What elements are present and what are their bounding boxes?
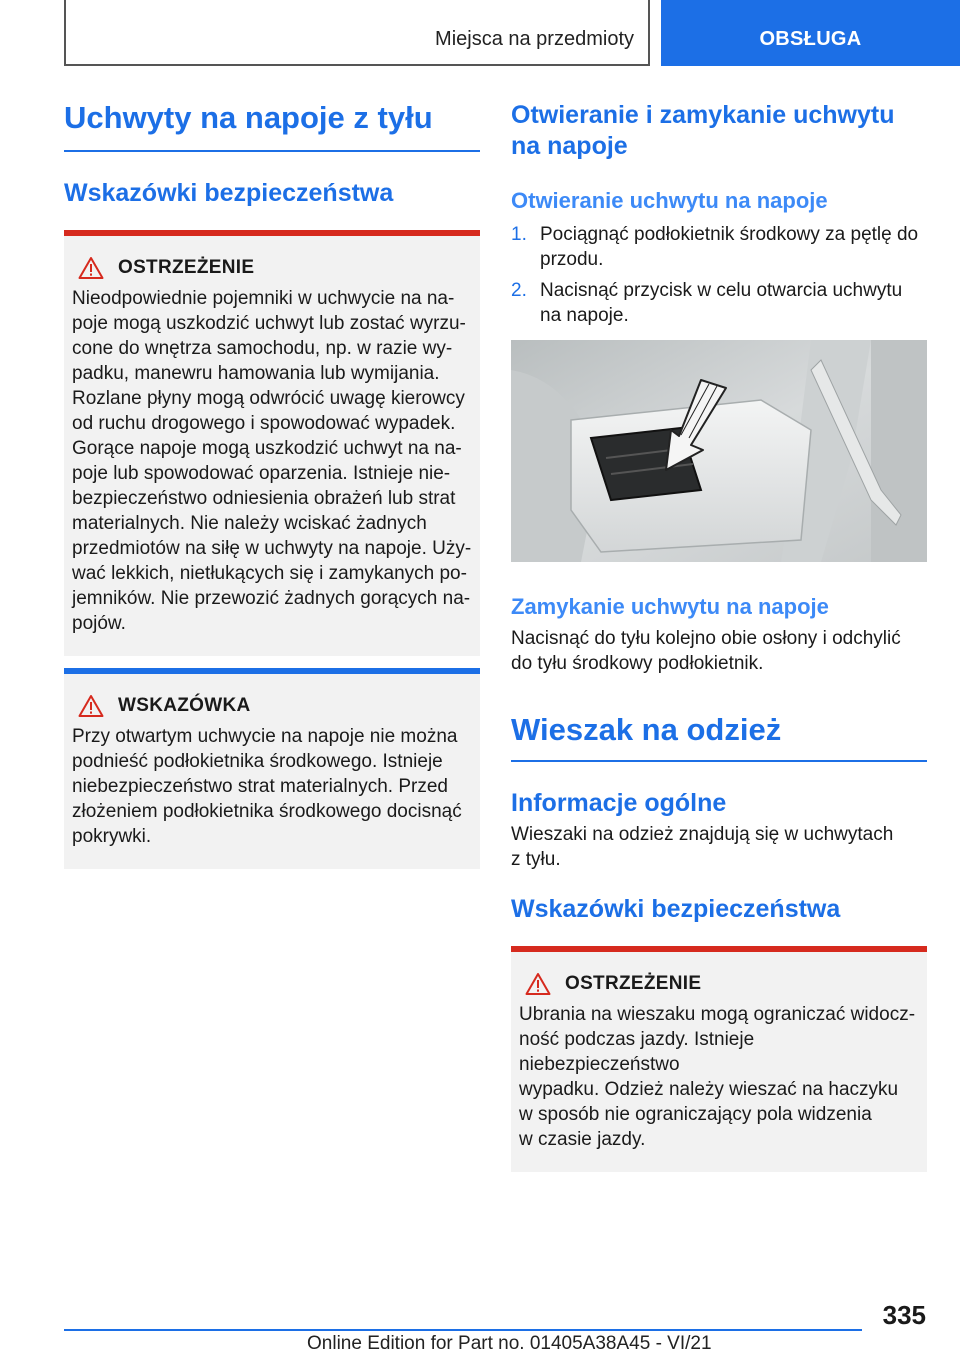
step-text: Pociągnąć podłokietnik środkowy za pętlę do xyxy=(540,224,919,245)
list-item xyxy=(511,278,927,328)
step-number: 2. xyxy=(511,280,527,301)
text-line: poje lub spowodować oparzenia. Istnieje nie- xyxy=(72,463,451,484)
warning-text xyxy=(519,1002,919,1152)
step-text: Nacisnąć przycisk w celu otwarcia uchwytu xyxy=(540,280,903,301)
note-box xyxy=(64,668,480,869)
text-line: cone do wnętrza samochodu, np. w razie wy- xyxy=(72,338,453,359)
safety-heading: Wskazówki bezpieczeństwa xyxy=(64,179,394,207)
note-title: WSKAZÓWKA xyxy=(118,695,251,716)
page-number: 335 xyxy=(882,1300,926,1330)
heading-line: na napoje xyxy=(511,132,628,160)
warning-box xyxy=(64,230,480,656)
text-line: Gorące napoje mogą uszkodzić uchwyt na na- xyxy=(72,438,462,459)
text-line: złożeniem podłokietnika środkowego docisnąć xyxy=(72,801,462,822)
steps-list xyxy=(511,222,927,328)
safety-heading: Wskazówki bezpieczeństwa xyxy=(511,895,841,923)
text-line: pokrywki. xyxy=(72,826,152,847)
general-heading: Informacje ogólne xyxy=(511,789,727,817)
title-rule xyxy=(64,150,480,152)
armrest-photo xyxy=(511,340,927,562)
open-heading: Otwieranie uchwytu na napoje xyxy=(511,188,828,213)
text-line: poje mogą uszkodzić uchwyt lub zostać wyrzu- xyxy=(72,313,466,334)
text-line: wać lekkich, nietłukących się i zamykanych po- xyxy=(72,563,467,584)
right-column xyxy=(511,100,927,1172)
text-line: Przy otwartym uchwycie na napoje nie można xyxy=(72,726,458,747)
close-heading: Zamykanie uchwytu na napoje xyxy=(511,594,829,619)
title-rule xyxy=(511,760,927,762)
text-line: materialnych. Nie należy wciskać żadnych xyxy=(72,513,427,534)
chapter-tab[interactable]: OBSŁUGA xyxy=(661,0,960,66)
warning-title: OSTRZEŻENIE xyxy=(118,257,255,278)
warning-triangle-icon xyxy=(78,256,104,280)
warning-text xyxy=(72,286,472,636)
text-line: pojów. xyxy=(72,613,126,634)
text-line: w czasie jazdy. xyxy=(519,1129,646,1150)
text-line: ność podczas jazdy. Istnieje niebezpieczeństwo xyxy=(519,1029,755,1075)
text-line: Nacisnąć do tyłu kolejno obie osłony i odchylić xyxy=(511,628,901,649)
text-line: padku, manewru hamowania lub wymijania. xyxy=(72,363,440,384)
footer-rule xyxy=(64,1329,862,1331)
step-text: przodu. xyxy=(540,249,604,270)
text-line: jemników. Nie przewozić żadnych gorących na- xyxy=(72,588,471,609)
warning-box xyxy=(511,946,927,1172)
text-line: Rozlane płyny mogą odwrócić uwagę kierowcy xyxy=(72,388,465,409)
note-text xyxy=(72,724,472,849)
list-item xyxy=(511,222,927,272)
section-title: Miejsca na przedmioty xyxy=(435,28,634,50)
step-text: na napoje. xyxy=(540,305,629,326)
text-line: Wieszaki na odzież znajdują się w uchwytach xyxy=(511,824,894,845)
header-frame xyxy=(64,0,650,66)
coat-hook-title: Wieszak na odzież xyxy=(511,712,782,747)
armrest-illustration xyxy=(511,340,927,562)
left-column xyxy=(64,100,480,869)
heading-line: Otwieranie i zamykanie uchwytu xyxy=(511,101,895,129)
text-line: Ubrania na wieszaku mogą ograniczać widocz- xyxy=(519,1004,916,1025)
text-line: podnieść podłokietnika środkowego. Istnieje xyxy=(72,751,443,772)
text-line: Nieodpowiednie pojemniki w uchwycie na na- xyxy=(72,288,455,309)
text-line: w sposób nie ograniczający pola widzenia xyxy=(519,1104,872,1125)
text-line: od ruchu drogowego i spowodować wypadek. xyxy=(72,413,456,434)
text-line: bezpieczeństwo odniesienia obrażeń lub strat xyxy=(72,488,456,509)
edition-text: Online Edition for Part no. 01405A38A45 - VI/21 xyxy=(307,1333,712,1354)
close-text xyxy=(511,626,927,676)
text-line: z tyłu. xyxy=(511,849,561,870)
text-line: niebezpieczeństwo strat materialnych. Przed xyxy=(72,776,448,797)
text-line: przedmiotów na siłę w uchwyty na napoje. Uży- xyxy=(72,538,472,559)
page-title: Uchwyty na napoje z tyłu xyxy=(64,100,433,135)
warning-triangle-icon xyxy=(78,694,104,718)
warning-triangle-icon xyxy=(525,972,551,996)
section-heading xyxy=(511,100,927,162)
text-line: wypadku. Odzież należy wieszać na haczyku xyxy=(519,1079,899,1100)
warning-title: OSTRZEŻENIE xyxy=(565,973,702,994)
general-text xyxy=(511,822,927,872)
step-number: 1. xyxy=(511,224,527,245)
text-line: do tyłu środkowy podłokietnik. xyxy=(511,653,764,674)
